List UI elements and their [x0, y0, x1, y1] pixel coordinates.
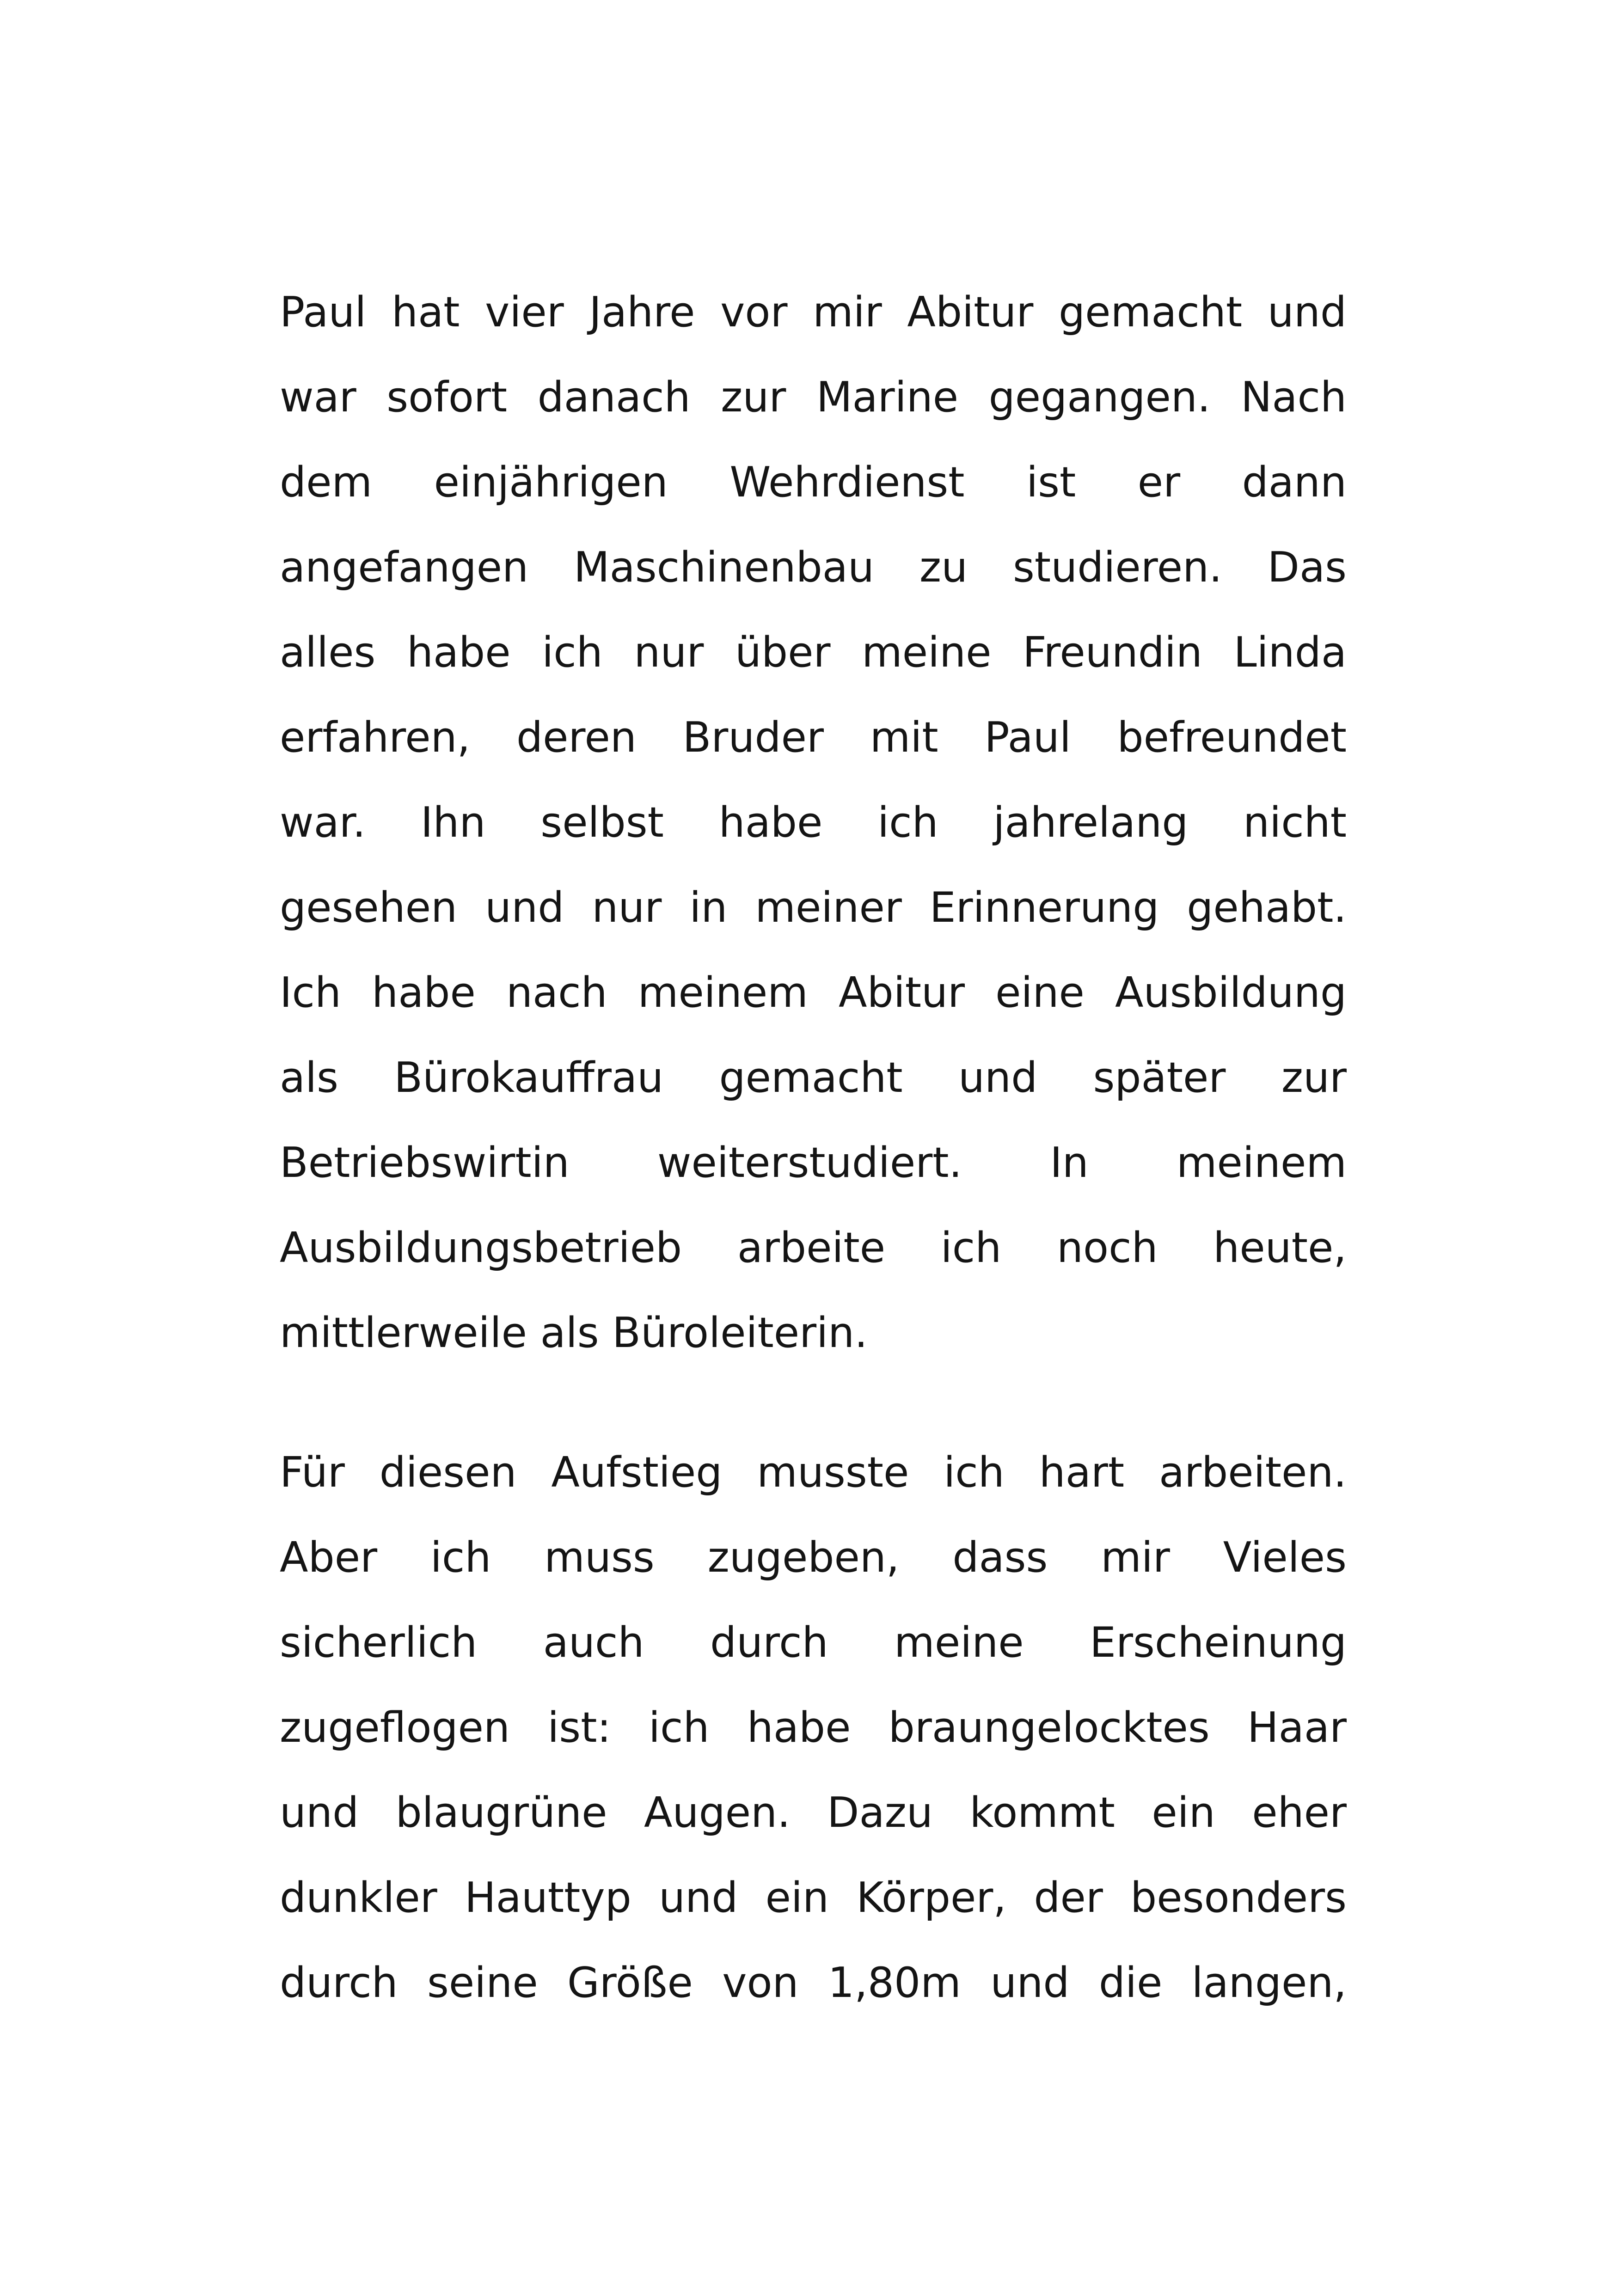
paragraph-line: dunkler Hauttyp und ein Körper, der besonders — [280, 1874, 1347, 1922]
paragraph-line: und blaugrüne Augen. Dazu kommt ein eher — [280, 1788, 1347, 1837]
paragraph-line: angefangen Maschinenbau zu studieren. Das — [280, 543, 1347, 592]
paragraph-line: zugeflogen ist: ich habe braungelocktes Haar — [280, 1703, 1347, 1752]
paragraph-line: dem einjährigen Wehrdienst ist er dann — [280, 458, 1347, 507]
paragraph-line: Betriebswirtin weiterstudiert. In meinem — [280, 1139, 1347, 1187]
paragraph-line: gesehen und nur in meiner Erinnerung gehabt. — [280, 883, 1347, 932]
paragraph-line: Ich habe nach meinem Abitur eine Ausbildung — [280, 968, 1347, 1017]
paragraph-line: Ausbildungsbetrieb arbeite ich noch heute, — [280, 1224, 1347, 1272]
paragraph-line: mittlerweile als Büroleiterin. — [280, 1309, 868, 1357]
paragraph-line: Für diesen Aufstieg musste ich hart arbeiten. — [280, 1448, 1347, 1497]
paragraph-line: Paul hat vier Jahre vor mir Abitur gemacht und — [280, 288, 1347, 337]
paragraph-line: durch seine Größe von 1,80m und die langen, — [280, 1959, 1347, 2007]
paragraph-line: war. Ihn selbst habe ich jahrelang nicht — [280, 798, 1347, 847]
paragraph-line: sicherlich auch durch meine Erscheinung — [280, 1618, 1347, 1667]
paragraph-line: erfahren, deren Bruder mit Paul befreundet — [280, 713, 1347, 762]
paragraph-1 — [280, 270, 1347, 1376]
paragraph-line: als Bürokauffrau gemacht und später zur — [280, 1053, 1347, 1102]
paragraph-line: alles habe ich nur über meine Freundin Linda — [280, 628, 1347, 677]
paragraph-2 — [280, 1430, 1347, 2026]
paragraph-line: Aber ich muss zugeben, dass mir Vieles — [280, 1533, 1347, 1582]
paragraph-line: war sofort danach zur Marine gegangen. Nach — [280, 373, 1347, 422]
